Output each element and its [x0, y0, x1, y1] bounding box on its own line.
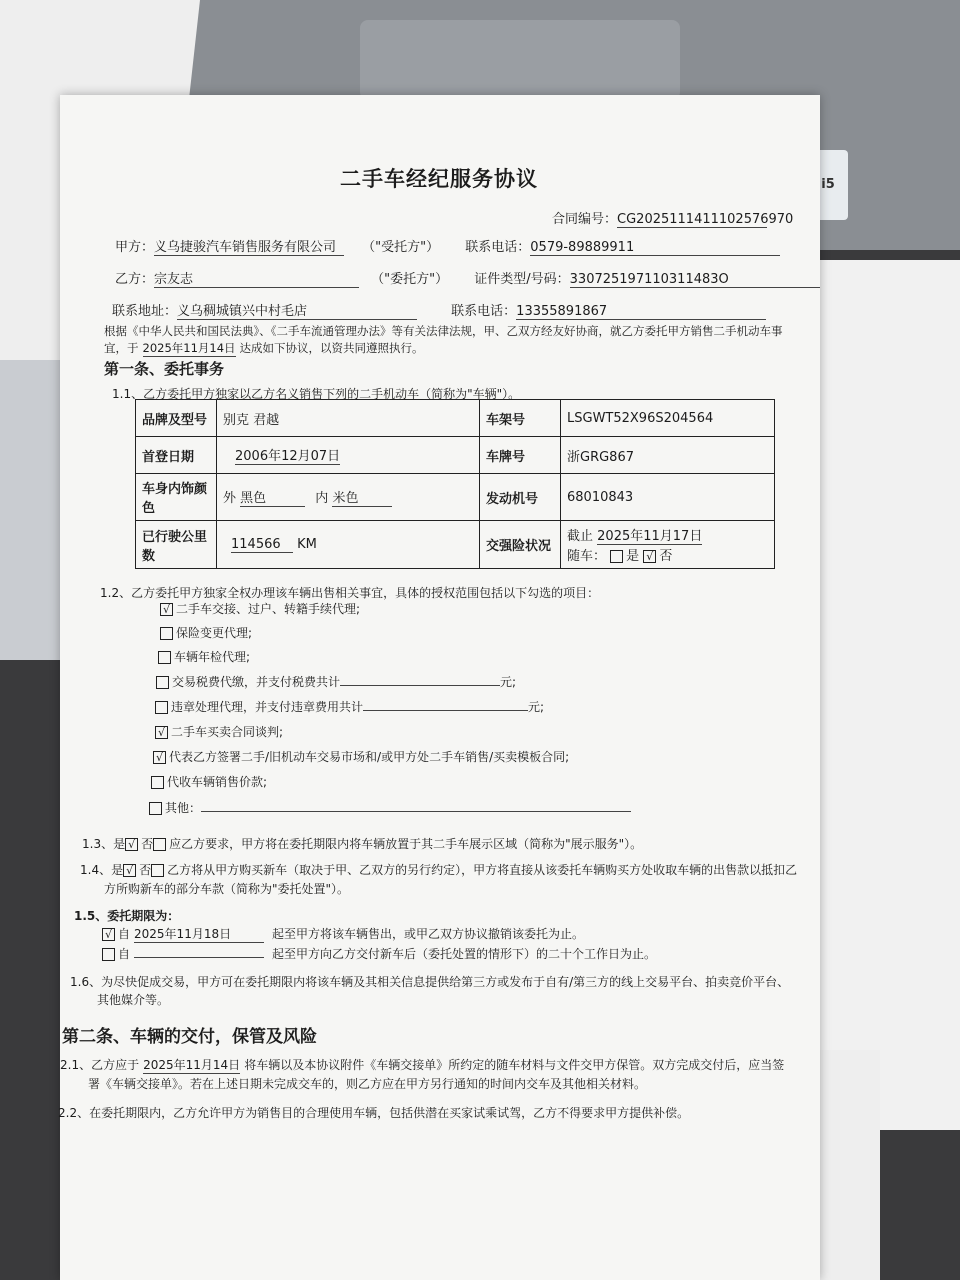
- insurance-label: 交强险状况: [480, 521, 561, 569]
- party-b-row: 乙方：宗友志 （"委托方"） 证件类型/号码：330725197110311483O: [115, 268, 820, 288]
- ins-no-checkbox[interactable]: √: [643, 550, 656, 563]
- party-a-name: 义乌捷骏汽车销售服务有限公司: [154, 236, 344, 256]
- item-9-checkbox[interactable]: [149, 802, 162, 815]
- reg-date-label: 首登日期: [136, 437, 217, 474]
- mileage-value: 114566 KM: [217, 521, 480, 569]
- item-4-checkbox[interactable]: [156, 676, 169, 689]
- brand-label: 品牌及型号: [136, 400, 217, 437]
- color-label: 车身内饰颜色: [136, 474, 217, 521]
- term-option-2-checkbox[interactable]: [102, 948, 115, 961]
- engine-value: 68010843: [561, 474, 775, 521]
- document-title: 二手车经纪服务协议: [340, 167, 538, 191]
- item-8-checkbox[interactable]: [151, 776, 164, 789]
- clause-1-5-option-1: √ 自 2025年11月18日 起至甲方将该车辆售出，或甲乙双方协议撤销该委托为止。: [102, 925, 584, 943]
- reg-date-value: 2006年12月07日: [217, 437, 480, 474]
- preamble-line-2: 宜，于 2025年11月14日 达成如下协议，以资共同遵照执行。: [104, 341, 424, 355]
- address-value: 义乌稠城镇兴中村毛店: [177, 300, 417, 320]
- clause-1-4-cont: 方所购新车的部分车款（简称为"委托处置"）。: [104, 882, 350, 896]
- item-8: 代收车辆销售价款;: [151, 773, 267, 790]
- preamble-line-1: 根据《中华人民共和国民法典》、《二手车流通管理办法》等有关法律法规，甲、乙双方经友好协商，就乙方委托甲方销售二手机动车事: [104, 324, 783, 338]
- clause-1-1: 1.1、乙方委托甲方独家以乙方名义销售下列的二手机动车（简称为"车辆"）。: [112, 387, 521, 401]
- clause-1-5: 1.5、委托期限为：: [74, 909, 180, 923]
- ins-yes-checkbox[interactable]: [610, 550, 623, 563]
- vin-value: LSGWT52X96S204564: [561, 400, 775, 437]
- c14-yes-checkbox[interactable]: √: [123, 864, 136, 877]
- article-1-title: 第一条、委托事务: [104, 360, 225, 378]
- item-2: 保险变更代理;: [160, 624, 252, 641]
- article-2-title: 第二条、车辆的交付，保管及风险: [62, 1027, 317, 1047]
- item-5-checkbox[interactable]: [155, 701, 168, 714]
- color-value: 外 黑色 内 米色: [217, 474, 480, 521]
- address-row: 联系地址：义乌稠城镇兴中村毛店 联系电话：13355891867: [112, 300, 766, 320]
- clause-1-6: 1.6、为尽快促成交易，甲方可在委托期限内将该车辆及其相关信息提供给第三方或发布于自有/第三方的线上交易平台、拍卖竞价平台、: [70, 975, 790, 989]
- clause-1-2: 1.2、乙方委托甲方独家全权办理该车辆出售相关事宜，具体的授权范围包括以下勾选的项目：: [100, 586, 600, 600]
- clause-1-6-cont: 其他媒介等。: [97, 993, 170, 1007]
- item-3-checkbox[interactable]: [158, 651, 171, 664]
- plate-label: 车牌号: [480, 437, 561, 474]
- party-a-row: 甲方：义乌捷骏汽车销售服务有限公司 （"受托方"） 联系电话：0579-89889911: [115, 236, 780, 256]
- item-3: 车辆年检代理;: [158, 648, 250, 665]
- item-5: 违章处理代理，并支付违章费用共计 元;: [155, 698, 544, 715]
- contract-number: 合同编号：CG2025111411102576970: [552, 212, 794, 227]
- item-6: √ 二手车买卖合同谈判;: [155, 723, 283, 740]
- clause-2-1: 2.1、乙方应于 2025年11月14日 将车辆以及本协议附件《车辆交接单》所约定的随车材料与文件交甲方保管。双方完成交付后，应当签: [60, 1058, 785, 1072]
- insurance-value: 截止 2025年11月17日 随车： 是 √ 否: [561, 521, 775, 569]
- item-6-checkbox[interactable]: √: [155, 726, 168, 739]
- item-7-checkbox[interactable]: √: [153, 751, 166, 764]
- vin-label: 车架号: [480, 400, 561, 437]
- party-a-phone: 0579-89889911: [530, 240, 780, 256]
- party-b-name: 宗友志: [154, 268, 359, 288]
- engine-label: 发动机号: [480, 474, 561, 521]
- item-4: 交易税费代缴，并支付税费共计 元;: [156, 673, 516, 690]
- contract-number-value: CG2025111411102576970: [617, 212, 794, 227]
- item-7: √ 代表乙方签署二手/旧机动车交易市场和/或甲方处二手车销售/买卖模板合同;: [153, 748, 569, 765]
- c14-no-checkbox[interactable]: [151, 864, 164, 877]
- clause-1-4: 1.4、是 √ 否 乙方将从甲方购买新车（取决于甲、乙双方的另行约定），甲方将直接从该委托车辆购买方处收取车辆的出售款以抵扣乙: [80, 863, 798, 877]
- clause-2-2: 2.2、在委托期限内，乙方允许甲方为销售目的合理使用车辆，包括供潜在买家试乘试驾，乙方不得要求甲方提供补偿。: [58, 1106, 690, 1120]
- clause-1-5-option-2: 自 起至甲方向乙方交付新车后（委托处置的情形下）的二十个工作日为止。: [102, 945, 656, 962]
- party-b-id: 330725197110311483O: [570, 272, 820, 288]
- item-1-checkbox[interactable]: √: [160, 603, 173, 616]
- c13-no-checkbox[interactable]: [153, 838, 166, 851]
- item-2-checkbox[interactable]: [160, 627, 173, 640]
- cpu-sticker: i5: [808, 150, 848, 220]
- mileage-label: 已行驶公里数: [136, 521, 217, 569]
- brand-value: 别克 君越: [217, 400, 480, 437]
- term-option-1-checkbox[interactable]: √: [102, 928, 115, 941]
- plate-value: 浙GRG867: [561, 437, 775, 474]
- clause-2-1-cont: 署《车辆交接单》。若在上述日期未完成交车的，则乙方应在甲方另行通知的时间内交车及其他相关材料。: [88, 1077, 647, 1091]
- item-1: √ 二手车交接、过户、转籍手续代理;: [160, 600, 360, 617]
- item-9: 其他：: [149, 799, 631, 816]
- c13-yes-checkbox[interactable]: √: [125, 838, 138, 851]
- clause-1-3: 1.3、是 √ 否 应乙方要求，甲方将在委托期限内将车辆放置于其二手车展示区域（简称为"展示服务"）。: [82, 837, 643, 851]
- vehicle-table: [135, 399, 775, 569]
- address-phone: 13355891867: [516, 304, 766, 320]
